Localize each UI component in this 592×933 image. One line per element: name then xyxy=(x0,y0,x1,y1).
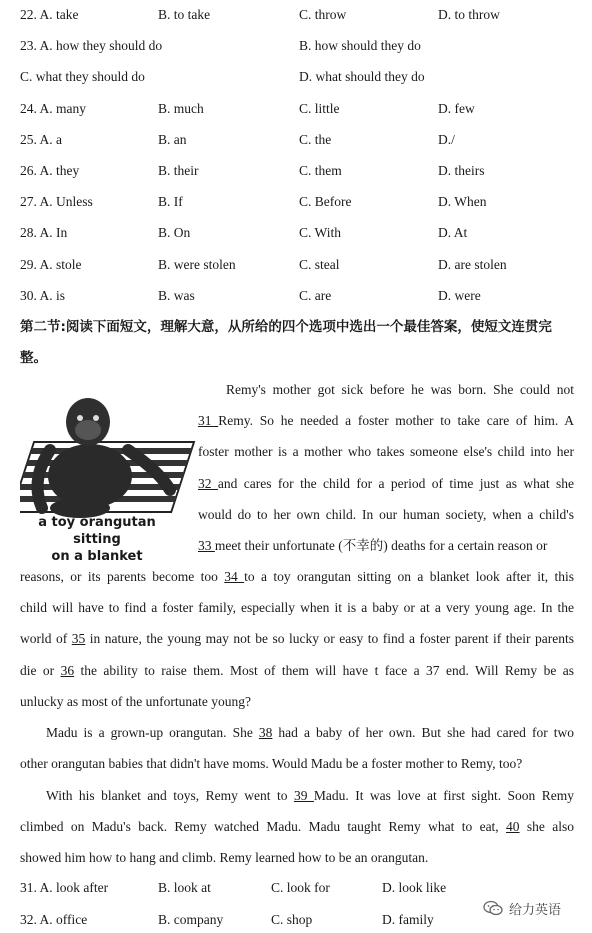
answer-blank: 36 xyxy=(60,662,75,678)
option-a: 32. A. office xyxy=(20,911,88,927)
passage-paragraph-2 xyxy=(20,717,574,779)
passage-text: in nature, the young may not be so lucky or easy to find a foster parent if their parents xyxy=(85,631,574,647)
option-b: B. On xyxy=(158,225,191,241)
passage-text: reasons, or its parents become too xyxy=(20,569,225,584)
question-row xyxy=(0,285,592,307)
question-row xyxy=(0,254,592,276)
passage-line xyxy=(20,623,574,654)
passage-line xyxy=(198,405,574,436)
option-c: C. With xyxy=(299,225,341,241)
option-b: B. If xyxy=(158,194,183,210)
option-a: 27. A. Unless xyxy=(20,194,93,210)
answer-blank: 35 xyxy=(71,631,86,647)
question-row xyxy=(0,35,592,57)
option-a: 29. A. stole xyxy=(20,256,82,272)
passage-text: climbed on Madu's back. Remy watched Madu. Madu taught Remy what to eat, xyxy=(20,819,507,835)
option-c: C. the xyxy=(299,131,332,147)
passage-text: Remy. So he needed a foster mother to take care of him. A xyxy=(218,413,574,429)
answer-blank: 33 xyxy=(198,537,215,553)
option-b: B. were stolen xyxy=(158,256,236,272)
option-d: D. look like xyxy=(382,880,447,895)
option-d: D. to throw xyxy=(438,7,500,22)
passage-text: would do to her own child. In our human society, when a child's xyxy=(198,506,574,522)
option-c: C. little xyxy=(299,100,340,116)
passage-line xyxy=(20,780,574,811)
passage-line xyxy=(198,468,574,499)
passage-line xyxy=(20,686,574,717)
option-c: C. Before xyxy=(299,194,352,210)
answer-blank: 40 xyxy=(506,819,520,835)
option-d: D. were xyxy=(438,287,481,303)
option-b: B. much xyxy=(158,100,204,116)
passage-text: the ability to raise them. Most of them will have t face a 37 end. Will Remy be as xyxy=(74,662,574,678)
passage-line xyxy=(198,499,574,530)
option-a: 22. A. take xyxy=(20,7,79,22)
option-d: D. theirs xyxy=(438,163,485,178)
option-a: 31. A. look after xyxy=(20,880,109,895)
passage-text: showed him how to hang and climb. Remy learned how to be an orangutan. xyxy=(20,850,429,866)
option-c: C. shop xyxy=(271,911,313,927)
passage-text: Madu. It was love at first sight. Soon Remy xyxy=(313,788,574,803)
option-c: C. steal xyxy=(299,256,340,272)
passage-text: had a baby of her own. But she had cared for two xyxy=(272,725,574,740)
option-b: B. an xyxy=(158,131,187,147)
question-row xyxy=(0,160,592,182)
option-d: D. are stolen xyxy=(438,256,507,272)
passage-paragraph-1 xyxy=(20,561,574,717)
option-a: 26. A. they xyxy=(20,163,80,178)
question-row xyxy=(0,98,592,120)
passage-text: and cares for the child for a period of time just as what she xyxy=(217,475,574,491)
option-b: B. company xyxy=(158,911,224,927)
answer-blank: 34 xyxy=(224,569,245,584)
passage-text: unlucky as most of the unfortunate young? xyxy=(20,693,251,709)
answer-blank: 32 xyxy=(198,475,218,491)
option-a: 25. A. a xyxy=(20,131,62,147)
option-d: D. When xyxy=(438,194,487,210)
question-row xyxy=(0,191,592,213)
question-row xyxy=(0,4,592,26)
passage-line xyxy=(20,811,574,842)
answer-blank: 38 xyxy=(258,725,273,740)
passage-text: Madu is a grown-up orangutan. She xyxy=(46,725,259,740)
figure-caption-line2: on a blanket xyxy=(51,549,143,564)
figure-caption-line1: a toy orangutan sitting xyxy=(38,515,156,547)
answer-blank: 31 xyxy=(198,413,219,429)
passage-text: die or xyxy=(20,662,61,678)
section-heading xyxy=(20,312,580,374)
passage-line xyxy=(20,561,574,592)
option-b: B. look at xyxy=(158,880,211,895)
passage-line xyxy=(20,655,574,686)
passage-text: foster mother is a mother who takes someone else's child into her xyxy=(198,444,574,460)
passage-line xyxy=(198,436,574,467)
option-a: 28. A. In xyxy=(20,225,68,241)
option-a: C. what they should do xyxy=(20,69,145,85)
option-a: 23. A. how they should do xyxy=(20,38,163,54)
watermark-text: 给力英语 xyxy=(509,902,562,918)
wechat-icon xyxy=(483,900,503,916)
option-c: C. are xyxy=(299,287,332,303)
passage-text: meet their unfortunate (不幸的) deaths for a certain reason or xyxy=(214,537,548,553)
option-c: B. how should they do xyxy=(299,38,421,54)
section-heading-line2: 整。 xyxy=(20,350,47,366)
option-b: B. to take xyxy=(158,7,211,22)
passage-line xyxy=(198,530,574,561)
passage-line xyxy=(20,842,574,873)
option-c: C. look for xyxy=(271,880,330,895)
passage-line xyxy=(20,592,574,623)
question-row xyxy=(0,66,592,88)
option-d: D. At xyxy=(438,225,468,241)
answer-blank: 39 xyxy=(293,788,314,803)
passage-text: child will have to find a foster family, especially when it is a baby or at a very young age. In the xyxy=(20,600,574,616)
watermark xyxy=(483,896,561,920)
passage-paragraph-1-side xyxy=(198,374,574,561)
option-b: B. was xyxy=(158,287,195,303)
option-a: 30. A. is xyxy=(20,287,66,303)
question-row xyxy=(0,222,592,244)
passage-text: other orangutan babies that didn't have moms. Would Madu be a foster mother to Remy, too? xyxy=(20,756,523,772)
passage-line xyxy=(198,374,574,405)
figure-caption xyxy=(22,514,172,565)
option-a: 24. A. many xyxy=(20,100,86,116)
passage-text: to a toy orangutan sitting on a blanket look after it, this xyxy=(244,569,575,584)
passage-line xyxy=(20,748,574,779)
question-row xyxy=(0,129,592,151)
option-c: D. what should they do xyxy=(299,69,425,85)
passage-paragraph-3 xyxy=(20,780,574,874)
passage-text: With his blanket and toys, Remy went to xyxy=(46,788,294,803)
section-heading-line1: 第二节:阅读下面短文，理解大意，从所给的四个选项中选出一个最佳答案，使短文连贯完 xyxy=(20,319,552,335)
passage-text: world of xyxy=(20,631,72,647)
option-b: B. their xyxy=(158,163,199,178)
passage-line xyxy=(20,717,574,748)
option-d: D. family xyxy=(382,911,434,927)
option-c: C. them xyxy=(299,163,342,178)
passage-text: she also xyxy=(519,819,574,835)
option-d: D./ xyxy=(438,131,455,147)
option-c: C. throw xyxy=(299,7,347,22)
option-d: D. few xyxy=(438,100,475,116)
passage-text: Remy's mother got sick before he was born. She could not xyxy=(226,382,574,397)
